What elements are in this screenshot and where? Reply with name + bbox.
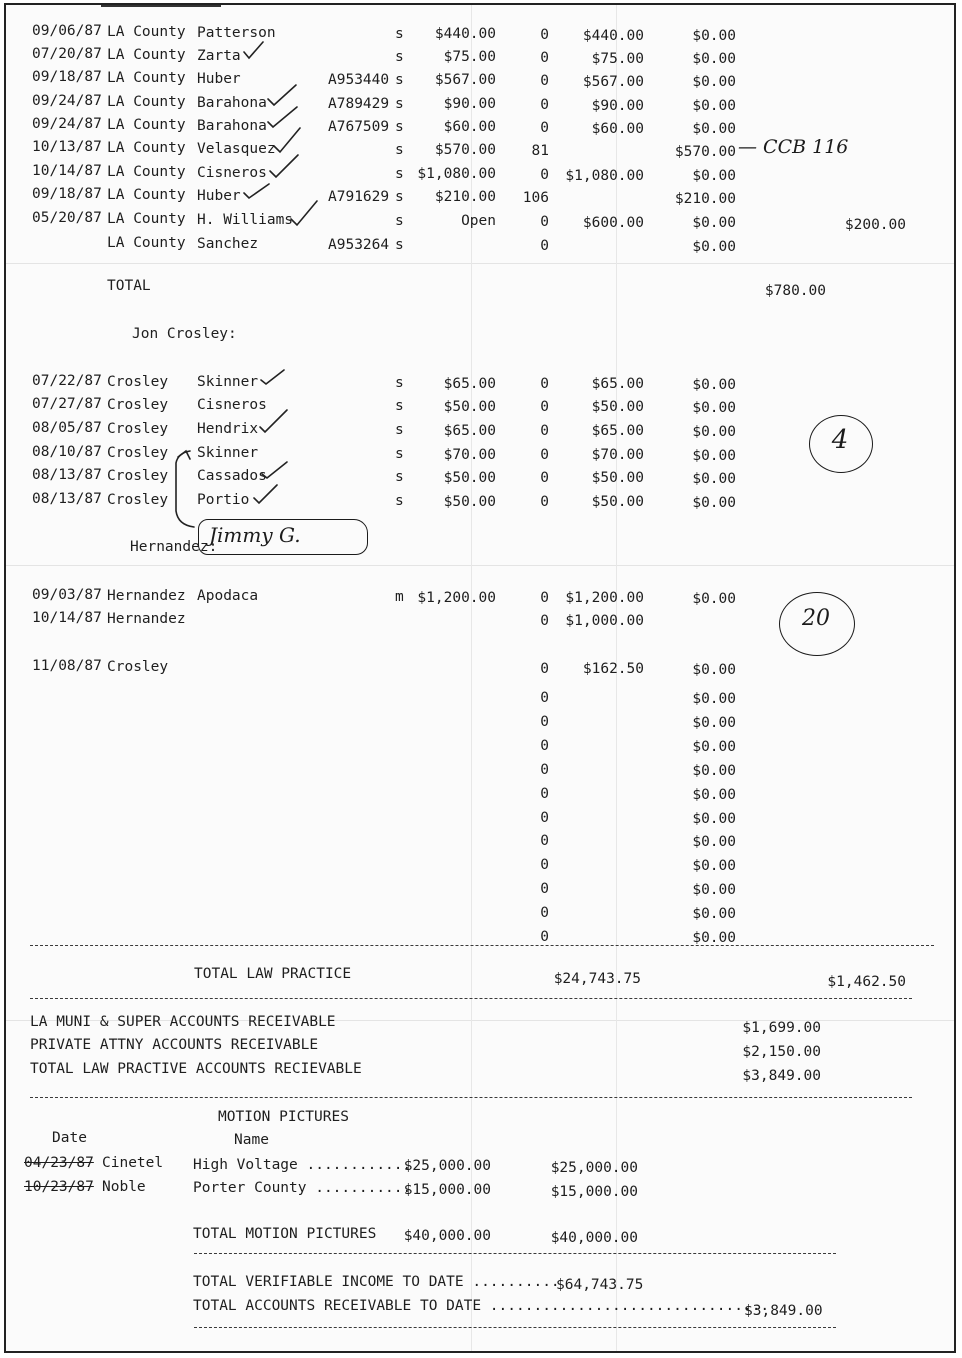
summary-value: $3,849.00 bbox=[744, 1303, 823, 1319]
cell-days: 81 bbox=[531, 143, 549, 159]
cell-days: 0 bbox=[540, 613, 549, 629]
cell-billed: $50.00 bbox=[443, 470, 496, 486]
cell-type: s bbox=[395, 166, 404, 182]
cell-paid: $1,000.00 bbox=[565, 613, 644, 629]
cell-balance: $0.00 bbox=[692, 762, 736, 779]
total-motion-pictures-total: $40,000.00 bbox=[550, 1230, 638, 1246]
cell-days: 0 bbox=[540, 905, 549, 922]
movie-date: 10/23/87 bbox=[24, 1179, 94, 1195]
movie-amount: $25,000.00 bbox=[403, 1158, 491, 1174]
cell-paid: $50.00 bbox=[591, 399, 644, 415]
cell-balance: $0.00 bbox=[692, 448, 736, 464]
cell-billed: $440.00 bbox=[434, 26, 496, 42]
cell-name: Hendrix bbox=[197, 421, 259, 437]
cell-client: Hernandez bbox=[107, 611, 186, 627]
separator-line bbox=[30, 998, 912, 999]
cell-billed: Open bbox=[461, 213, 496, 229]
receivable-label: PRIVATE ATTNY ACCOUNTS RECEIVABLE bbox=[30, 1037, 319, 1053]
cell-ref: A953264 bbox=[328, 237, 390, 253]
cell-paid: $50.00 bbox=[591, 470, 644, 486]
cell-days: 0 bbox=[540, 857, 549, 874]
cell-paid: $1,080.00 bbox=[565, 168, 644, 184]
cell-days: 0 bbox=[540, 97, 549, 113]
cell-type: s bbox=[395, 119, 404, 135]
cell-days: 0 bbox=[540, 494, 549, 510]
cell-name: Cisneros bbox=[197, 165, 267, 181]
cell-balance: $0.00 bbox=[692, 786, 736, 803]
cell-paid: $75.00 bbox=[591, 51, 644, 67]
summary-label: TOTAL ACCOUNTS RECEIVABLE TO DATE ................................ bbox=[193, 1298, 770, 1314]
cell-paid: $1,200.00 bbox=[565, 590, 644, 606]
cell-days: 0 bbox=[540, 881, 549, 898]
handwritten-name-box: Jimmy G. bbox=[198, 519, 368, 555]
cell-client: LA County bbox=[107, 164, 186, 180]
cell-days: 0 bbox=[540, 399, 549, 415]
cell-type: s bbox=[395, 446, 404, 462]
cell-date: 09/06/87 bbox=[32, 23, 102, 39]
cell-paid: $65.00 bbox=[591, 423, 644, 439]
cell-client: LA County bbox=[107, 94, 186, 110]
cell-billed: $60.00 bbox=[443, 119, 496, 135]
cell-date: 11/08/87 bbox=[32, 658, 102, 674]
cell-client: LA County bbox=[107, 24, 186, 40]
cell-name: Barahona bbox=[197, 95, 267, 111]
cell-date: 10/13/87 bbox=[32, 139, 102, 155]
summary-value: $64,743.75 bbox=[556, 1277, 644, 1293]
cell-billed: $70.00 bbox=[443, 447, 496, 463]
cell-date: 05/20/87 bbox=[32, 210, 102, 226]
cell-date: 08/13/87 bbox=[32, 467, 102, 483]
cell-balance: $0.00 bbox=[692, 495, 736, 511]
separator-line bbox=[30, 1097, 912, 1098]
cell-days: 0 bbox=[540, 929, 549, 945]
cell-extra: $200.00 bbox=[844, 217, 906, 233]
cell-client: Hernandez bbox=[107, 588, 186, 604]
cell-balance: $0.00 bbox=[692, 400, 736, 416]
cell-name: Cassados bbox=[197, 468, 267, 484]
cell-days: 0 bbox=[540, 423, 549, 439]
movie-total: $15,000.00 bbox=[550, 1184, 638, 1200]
cell-paid: $600.00 bbox=[582, 215, 644, 231]
receivable-label: TOTAL LAW PRACTIVE ACCOUNTS RECIEVABLE bbox=[30, 1061, 362, 1077]
movie-name: Porter County ........... bbox=[193, 1180, 412, 1196]
cell-billed: $65.00 bbox=[443, 376, 496, 392]
handwritten-circle-number: 20 bbox=[802, 606, 830, 631]
movie-amount: $15,000.00 bbox=[403, 1182, 491, 1198]
cell-name: Sanchez bbox=[197, 236, 259, 252]
cell-billed: $90.00 bbox=[443, 96, 496, 112]
cell-balance: $0.00 bbox=[692, 121, 736, 137]
cell-date: 09/18/87 bbox=[32, 186, 102, 202]
fold-line bbox=[6, 565, 954, 566]
separator-line bbox=[194, 1327, 836, 1328]
cell-date: 09/24/87 bbox=[32, 116, 102, 132]
handwritten-note-ccb: — CCB 116 bbox=[738, 136, 849, 158]
cell-type: s bbox=[395, 398, 404, 414]
la-total-value: $780.00 bbox=[764, 283, 826, 299]
cell-balance: $570.00 bbox=[674, 144, 736, 160]
cell-name: Velasquez bbox=[197, 141, 276, 157]
cell-balance: $0.00 bbox=[692, 834, 736, 851]
cell-date: 08/10/87 bbox=[32, 444, 102, 460]
bracket-line bbox=[176, 451, 194, 527]
cell-name: Skinner bbox=[197, 445, 259, 461]
cell-type: s bbox=[395, 422, 404, 438]
cell-balance: $0.00 bbox=[692, 74, 736, 90]
cell-days: 0 bbox=[540, 737, 549, 754]
cell-billed: $567.00 bbox=[434, 72, 496, 88]
cell-client: Crosley bbox=[107, 468, 169, 484]
cell-type: m bbox=[395, 589, 404, 605]
cell-paid: $162.50 bbox=[582, 661, 644, 677]
handwritten-check-marks bbox=[6, 5, 956, 1353]
cell-name: Apodaca bbox=[197, 588, 259, 604]
cell-days: 0 bbox=[540, 761, 549, 778]
cell-balance: $0.00 bbox=[692, 471, 736, 487]
crosley-section-heading: Jon Crosley: bbox=[132, 326, 237, 342]
cell-balance: $0.00 bbox=[692, 714, 736, 731]
cell-days: 0 bbox=[540, 50, 549, 66]
cell-days: 0 bbox=[540, 470, 549, 486]
cell-ref: A767509 bbox=[328, 119, 390, 135]
cell-billed: $570.00 bbox=[434, 142, 496, 158]
receivable-label: LA MUNI & SUPER ACCOUNTS RECEIVABLE bbox=[30, 1014, 336, 1030]
cell-balance: $0.00 bbox=[692, 168, 736, 184]
top-edge-line bbox=[101, 5, 221, 7]
cell-ref: A789429 bbox=[328, 96, 390, 112]
motion-pictures-heading: MOTION PICTURES bbox=[218, 1109, 349, 1125]
cell-name: Huber bbox=[197, 188, 241, 204]
cell-client: Crosley bbox=[107, 659, 169, 675]
cell-client: LA County bbox=[107, 235, 186, 251]
cell-client: Crosley bbox=[107, 374, 169, 390]
total-law-practice-label: TOTAL LAW PRACTICE bbox=[194, 966, 352, 982]
cell-date: 08/13/87 bbox=[32, 491, 102, 507]
cell-billed: $75.00 bbox=[443, 49, 496, 65]
cell-days: 0 bbox=[540, 214, 549, 230]
cell-days: 0 bbox=[540, 661, 549, 677]
cell-ref: A953440 bbox=[328, 72, 390, 88]
cell-name: Portio bbox=[197, 492, 250, 508]
cell-days: 0 bbox=[540, 833, 549, 850]
cell-date: 07/20/87 bbox=[32, 46, 102, 62]
date-column-header: Date bbox=[52, 1130, 87, 1146]
name-column-header: Name bbox=[234, 1132, 269, 1148]
cell-days: 0 bbox=[540, 167, 549, 183]
cell-client: LA County bbox=[107, 211, 186, 227]
cell-balance: $0.00 bbox=[692, 882, 736, 899]
cell-ref: A791629 bbox=[328, 189, 390, 205]
cell-balance: $0.00 bbox=[692, 28, 736, 44]
cell-paid: $567.00 bbox=[582, 74, 644, 90]
receivable-value: $1,699.00 bbox=[742, 1020, 821, 1036]
cell-name: Zarta bbox=[197, 48, 241, 64]
cell-balance: $0.00 bbox=[692, 906, 736, 923]
cell-paid: $90.00 bbox=[591, 98, 644, 114]
cell-days: 0 bbox=[540, 120, 549, 136]
cell-client: Crosley bbox=[107, 421, 169, 437]
document-page bbox=[4, 3, 956, 1353]
cell-balance: $0.00 bbox=[692, 51, 736, 67]
movie-company: Noble bbox=[102, 1179, 146, 1195]
movie-date: 04/23/87 bbox=[24, 1155, 94, 1171]
cell-paid: $60.00 bbox=[591, 121, 644, 137]
movie-company: Cinetel bbox=[102, 1155, 164, 1171]
cell-client: Crosley bbox=[107, 445, 169, 461]
cell-paid: $65.00 bbox=[591, 376, 644, 392]
movie-name: High Voltage ............ bbox=[193, 1157, 412, 1173]
fold-line bbox=[6, 263, 954, 264]
cell-type: s bbox=[395, 237, 404, 253]
cell-paid: $50.00 bbox=[591, 494, 644, 510]
cell-type: s bbox=[395, 493, 404, 509]
total-law-practice-extra: $1,462.50 bbox=[827, 974, 906, 990]
cell-client: LA County bbox=[107, 140, 186, 156]
cell-name: Huber bbox=[197, 71, 241, 87]
cell-type: s bbox=[395, 49, 404, 65]
cell-balance: $0.00 bbox=[692, 662, 736, 678]
cell-name: Skinner bbox=[197, 374, 259, 390]
separator-line bbox=[30, 945, 934, 946]
cell-type: s bbox=[395, 72, 404, 88]
cell-days: 0 bbox=[540, 713, 549, 730]
cell-client: LA County bbox=[107, 187, 186, 203]
cell-type: s bbox=[395, 96, 404, 112]
cell-name: H. Williams bbox=[197, 212, 294, 228]
cell-date: 09/24/87 bbox=[32, 93, 102, 109]
cell-days: 0 bbox=[540, 590, 549, 606]
cell-name: Cisneros bbox=[197, 397, 267, 413]
cell-date: 08/05/87 bbox=[32, 420, 102, 436]
cell-days: 0 bbox=[540, 376, 549, 392]
cell-days: 0 bbox=[540, 809, 549, 826]
cell-balance: $0.00 bbox=[692, 738, 736, 755]
cell-billed: $210.00 bbox=[434, 189, 496, 205]
cell-billed: $50.00 bbox=[443, 399, 496, 415]
cell-type: s bbox=[395, 213, 404, 229]
cell-client: Crosley bbox=[107, 397, 169, 413]
cell-billed: $50.00 bbox=[443, 494, 496, 510]
total-motion-pictures-label: TOTAL MOTION PICTURES bbox=[193, 1226, 377, 1242]
cell-date: 07/22/87 bbox=[32, 373, 102, 389]
la-total-label: TOTAL bbox=[107, 278, 151, 294]
cell-balance: $0.00 bbox=[692, 591, 736, 607]
cell-balance: $0.00 bbox=[692, 810, 736, 827]
cell-paid: $70.00 bbox=[591, 447, 644, 463]
cell-billed: $65.00 bbox=[443, 423, 496, 439]
cell-days: 0 bbox=[540, 785, 549, 802]
receivable-value: $3,849.00 bbox=[742, 1068, 821, 1084]
total-motion-pictures-amount: $40,000.00 bbox=[403, 1228, 491, 1244]
cell-client: LA County bbox=[107, 47, 186, 63]
cell-billed: $1,200.00 bbox=[417, 590, 496, 606]
hernandez-section-heading: Hernandez: bbox=[130, 539, 218, 555]
cell-balance: $0.00 bbox=[692, 215, 736, 231]
cell-balance: $0.00 bbox=[692, 930, 736, 946]
cell-balance: $0.00 bbox=[692, 377, 736, 393]
cell-days: 106 bbox=[522, 190, 549, 206]
cell-date: 10/14/87 bbox=[32, 610, 102, 626]
cell-balance: $0.00 bbox=[692, 691, 736, 707]
cell-billed: $1,080.00 bbox=[417, 166, 496, 182]
movie-total: $25,000.00 bbox=[550, 1160, 638, 1176]
cell-balance: $0.00 bbox=[692, 858, 736, 875]
cell-type: s bbox=[395, 375, 404, 391]
cell-days: 0 bbox=[540, 447, 549, 463]
total-law-practice-paid: $24,743.75 bbox=[553, 971, 641, 987]
cell-type: s bbox=[395, 189, 404, 205]
separator-line bbox=[194, 1253, 836, 1254]
handwritten-circle-number: 4 bbox=[831, 425, 849, 455]
cell-days: 0 bbox=[540, 27, 549, 43]
cell-date: 10/14/87 bbox=[32, 163, 102, 179]
cell-name: Barahona bbox=[197, 118, 267, 134]
cell-balance: $0.00 bbox=[692, 239, 736, 255]
cell-date: 09/18/87 bbox=[32, 69, 102, 85]
cell-days: 0 bbox=[540, 690, 549, 706]
cell-client: LA County bbox=[107, 70, 186, 86]
cell-type: s bbox=[395, 469, 404, 485]
cell-balance: $0.00 bbox=[692, 98, 736, 114]
cell-paid: $440.00 bbox=[582, 28, 644, 44]
cell-client: Crosley bbox=[107, 492, 169, 508]
cell-date: 09/03/87 bbox=[32, 587, 102, 603]
cell-type: s bbox=[395, 142, 404, 158]
summary-label: TOTAL VERIFIABLE INCOME TO DATE .......... bbox=[193, 1274, 560, 1290]
cell-balance: $0.00 bbox=[692, 424, 736, 440]
fold-line-vertical bbox=[616, 5, 617, 1351]
cell-type: s bbox=[395, 26, 404, 42]
cell-days: 0 bbox=[540, 238, 549, 254]
cell-balance: $210.00 bbox=[674, 191, 736, 207]
cell-date: 07/27/87 bbox=[32, 396, 102, 412]
cell-client: LA County bbox=[107, 117, 186, 133]
cell-name: Patterson bbox=[197, 25, 276, 41]
cell-days: 0 bbox=[540, 73, 549, 89]
receivable-value: $2,150.00 bbox=[742, 1044, 821, 1060]
fold-line-vertical bbox=[471, 5, 472, 1351]
